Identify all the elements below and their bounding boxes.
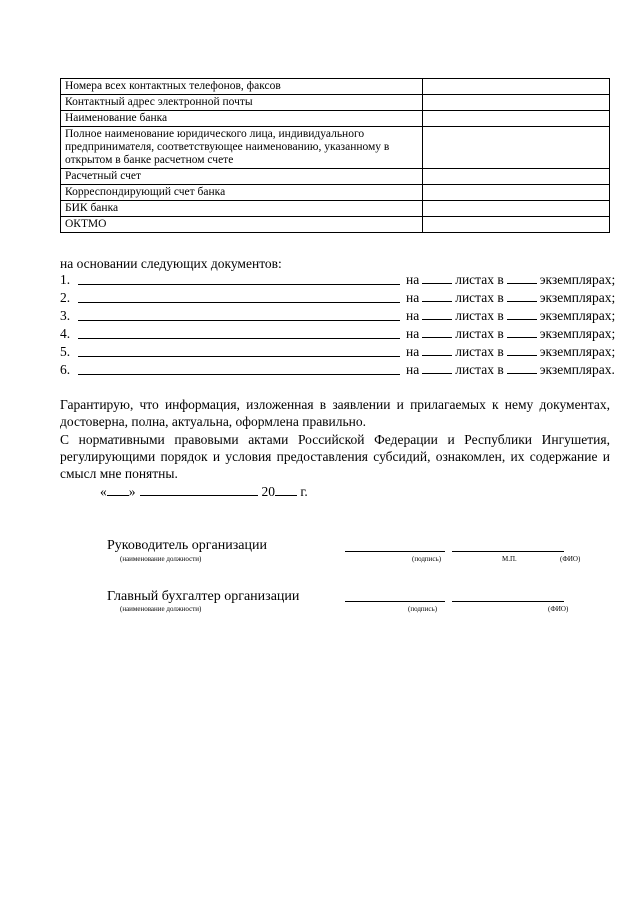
sheets-count-blank[interactable]	[422, 362, 452, 374]
word-copies: экземплярах;	[539, 308, 616, 323]
head-title: Руководитель организации	[107, 538, 267, 553]
document-name-blank[interactable]	[78, 374, 400, 375]
document-tail	[406, 290, 615, 306]
document-tail	[406, 326, 615, 342]
month-blank[interactable]	[140, 484, 258, 496]
requisites-label: Контактный адрес электронной почты	[61, 95, 423, 111]
copies-count-blank[interactable]	[507, 290, 537, 302]
word-sheets: листах в	[455, 326, 504, 341]
requisites-label: ОКТМО	[61, 217, 423, 233]
document-row	[60, 290, 616, 308]
document-row	[60, 344, 616, 362]
requisites-label: Корреспондирующий счет банка	[61, 185, 423, 201]
document-number: 1.	[60, 272, 71, 287]
document-row	[60, 362, 615, 380]
date-line	[100, 484, 308, 500]
word-on: на	[406, 344, 420, 359]
document-number: 2.	[60, 290, 71, 305]
sheets-count-blank[interactable]	[422, 308, 452, 320]
date-open-quote: «	[100, 484, 107, 499]
requisites-label: БИК банка	[61, 201, 423, 217]
document-name-blank[interactable]	[78, 356, 400, 357]
requisites-label: Расчетный счет	[61, 169, 423, 185]
legal-acts-paragraph: С нормативными правовыми актами Российской Федерации и Республики Ингушетия, регулирующими порядок и условия предоставления субсидий, ознакомлен, их содержание и смысл мне понятны.	[60, 432, 610, 481]
word-on: на	[406, 362, 420, 377]
guarantee-paragraph: Гарантирую, что информация, изложенная в заявлении и прилагаемых к нему документах, достоверна, полна, актуальна, оформлена правильно.	[60, 397, 610, 429]
word-sheets: листах в	[455, 272, 504, 287]
word-sheets: листах в	[455, 308, 504, 323]
document-number: 3.	[60, 308, 71, 323]
document-number: 6.	[60, 362, 71, 377]
copies-count-blank[interactable]	[507, 344, 537, 356]
word-on: на	[406, 326, 420, 341]
head-stamp-mark: М.П.	[502, 555, 517, 563]
documents-intro: на основании следующих документов:	[60, 256, 282, 271]
requisites-row	[61, 217, 610, 233]
requisites-label: Наименование банка	[61, 111, 423, 127]
day-blank[interactable]	[107, 484, 129, 496]
requisites-row	[61, 169, 610, 185]
requisites-value-field[interactable]	[423, 185, 610, 201]
year-suffix: г.	[300, 484, 308, 499]
sheets-count-blank[interactable]	[422, 344, 452, 356]
sheets-count-blank[interactable]	[422, 272, 452, 284]
head-position-hint: (наименование должности)	[120, 555, 202, 563]
requisites-row	[61, 95, 610, 111]
word-copies: экземплярах;	[539, 290, 616, 305]
copies-count-blank[interactable]	[507, 362, 537, 374]
documents-list	[60, 272, 616, 380]
document-row	[60, 272, 616, 290]
accountant-sign-hint: (подпись)	[408, 605, 438, 613]
requisites-row	[61, 111, 610, 127]
accountant-position-hint: (наименование должности)	[120, 605, 202, 613]
document-row	[60, 326, 616, 344]
word-on: на	[406, 308, 420, 323]
word-sheets: листах в	[455, 362, 504, 377]
word-copies: экземплярах;	[539, 272, 616, 287]
head-sign-hint: (подпись)	[412, 555, 442, 563]
word-on: на	[406, 272, 420, 287]
date-close-quote: »	[128, 484, 136, 499]
head-name-hint: (ФИО)	[560, 555, 581, 563]
requisites-value-field[interactable]	[423, 127, 610, 169]
requisites-label: Номера всех контактных телефонов, факсов	[61, 79, 423, 95]
head-name-line[interactable]	[452, 551, 564, 552]
requisites-value-field[interactable]	[423, 95, 610, 111]
sheets-count-blank[interactable]	[422, 290, 452, 302]
word-on: на	[406, 290, 420, 305]
document-tail	[406, 272, 615, 288]
document-number: 4.	[60, 326, 71, 341]
requisites-value-field[interactable]	[423, 111, 610, 127]
document-row	[60, 308, 616, 326]
requisites-row	[61, 79, 610, 95]
accountant-title: Главный бухгалтер организации	[107, 589, 300, 604]
head-signature-line[interactable]	[345, 551, 445, 552]
requisites-value-field[interactable]	[423, 217, 610, 233]
copies-count-blank[interactable]	[507, 272, 537, 284]
document-name-blank[interactable]	[78, 338, 400, 339]
word-sheets: листах в	[455, 290, 504, 305]
requisites-row	[61, 185, 610, 201]
word-copies: экземплярах;	[539, 344, 616, 359]
year-prefix: 20	[261, 484, 275, 499]
requisites-table	[60, 78, 610, 233]
word-copies: экземплярах;	[539, 326, 616, 341]
accountant-name-hint: (ФИО)	[548, 605, 569, 613]
requisites-value-field[interactable]	[423, 201, 610, 217]
requisites-row	[61, 127, 610, 169]
document-tail	[406, 344, 615, 360]
accountant-name-line[interactable]	[452, 601, 564, 602]
copies-count-blank[interactable]	[507, 326, 537, 338]
copies-count-blank[interactable]	[507, 308, 537, 320]
requisites-value-field[interactable]	[423, 169, 610, 185]
document-number: 5.	[60, 344, 71, 359]
document-name-blank[interactable]	[78, 302, 400, 303]
word-sheets: листах в	[455, 344, 504, 359]
requisites-row	[61, 201, 610, 217]
year-blank[interactable]	[275, 484, 297, 496]
sheets-count-blank[interactable]	[422, 326, 452, 338]
document-name-blank[interactable]	[78, 284, 400, 285]
document-name-blank[interactable]	[78, 320, 400, 321]
requisites-label: Полное наименование юридического лица, индивидуального предпринимателя, соответствующее наименованию, указанному в открытом в банке расчетном счете	[61, 127, 423, 169]
document-tail	[406, 308, 615, 324]
accountant-signature-line[interactable]	[345, 601, 445, 602]
requisites-value-field[interactable]	[423, 79, 610, 95]
document-tail	[406, 362, 615, 378]
word-copies: экземплярах.	[539, 362, 615, 377]
